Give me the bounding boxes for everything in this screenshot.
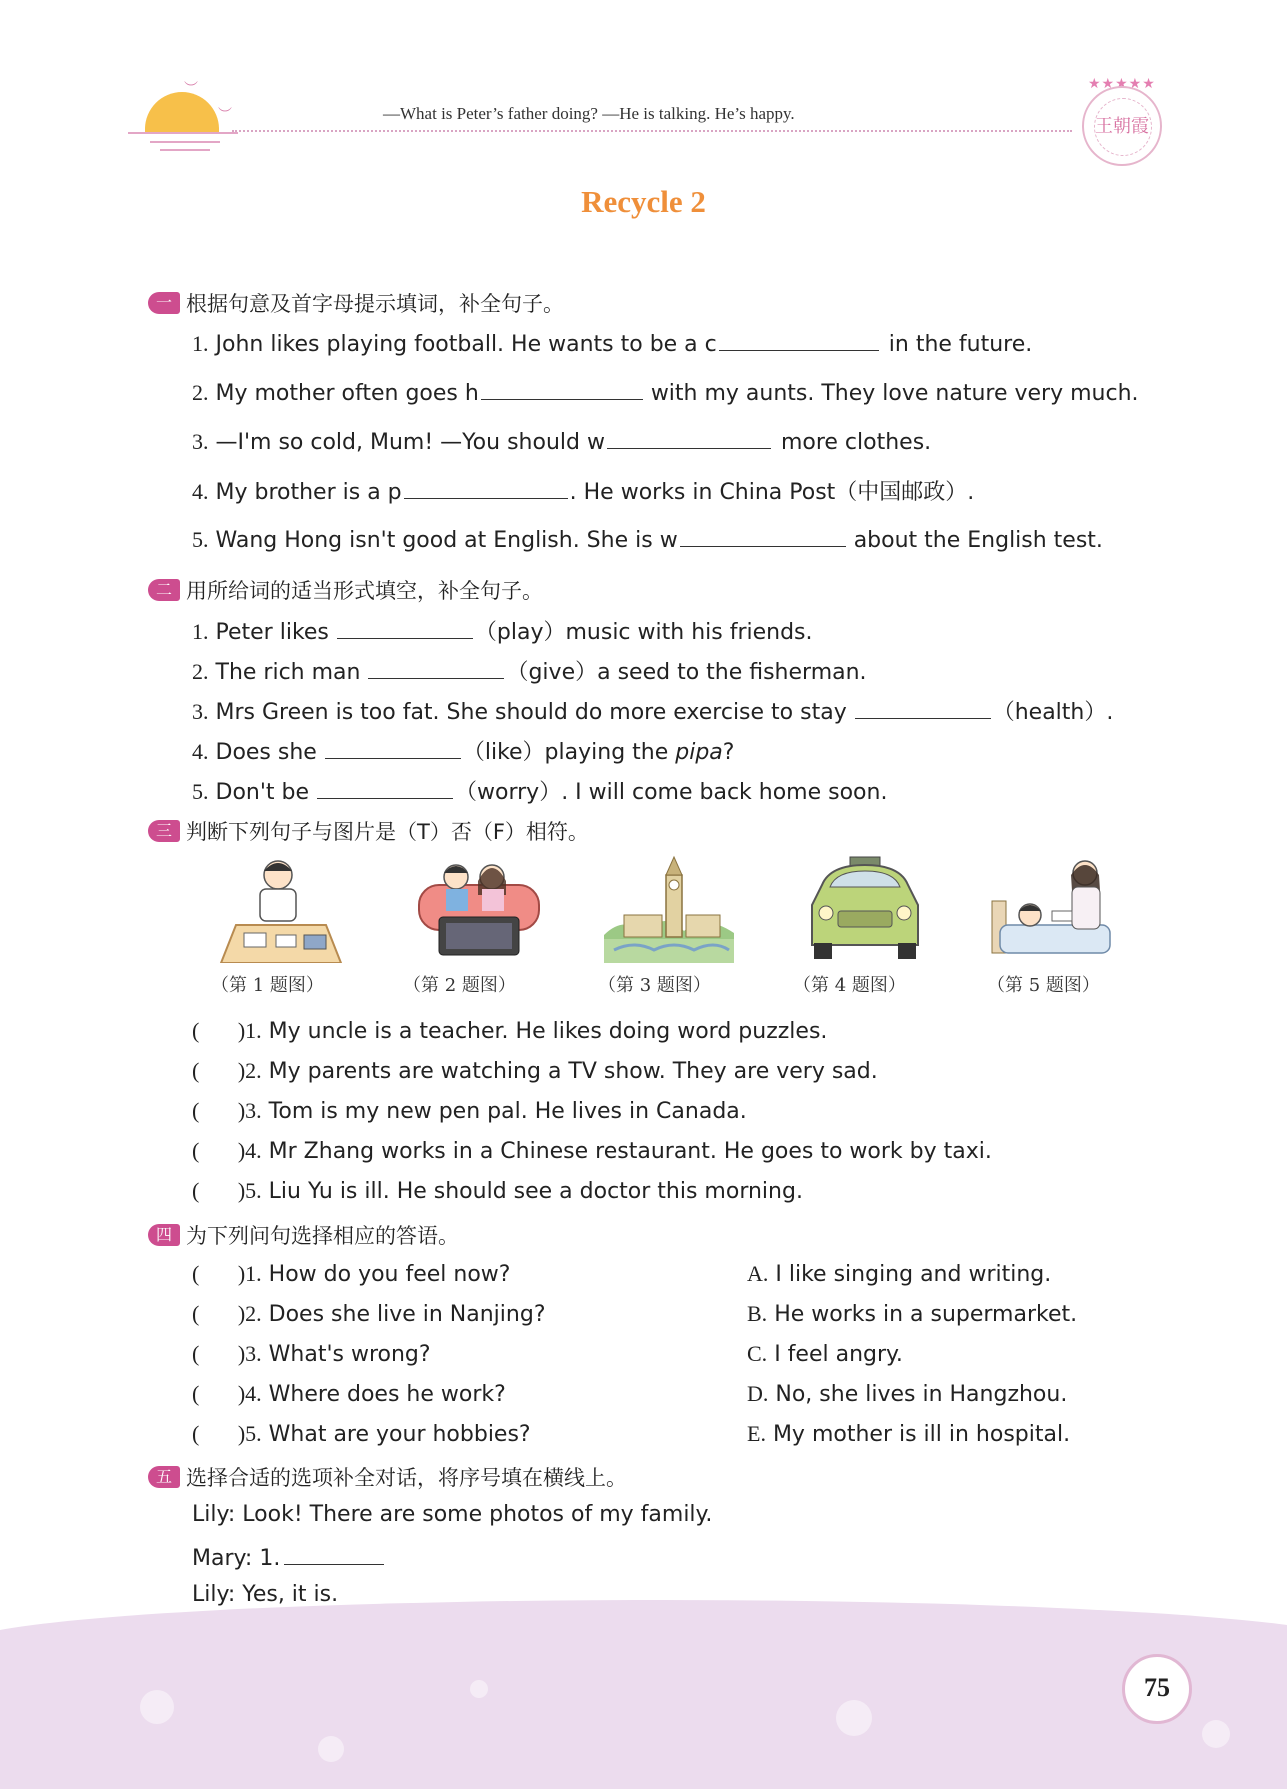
question-number: 3. (245, 1098, 262, 1123)
section-instruction: 根据句意及首字母提示填词，补全句子。 (186, 292, 564, 316)
italic-word: pipa (675, 740, 723, 765)
question-number: 1. (245, 1261, 262, 1286)
question-number: 2. (245, 1058, 262, 1083)
question-text: Where does he work? (268, 1382, 506, 1407)
bubble-decoration (140, 1690, 174, 1724)
answer-text: No, she lives in Hangzhou. (775, 1382, 1068, 1407)
page-number-badge (1122, 1654, 1192, 1724)
question-number: 4. (245, 1138, 262, 1163)
match-answer (747, 1341, 903, 1367)
picture-taxi (800, 855, 930, 963)
match-answer (747, 1261, 1051, 1287)
answer-blank[interactable] (284, 1542, 384, 1565)
stars-icon: ★★★★★ (1088, 76, 1156, 92)
question-line (192, 426, 931, 455)
picture-caption: （第 4 题图） (793, 975, 906, 996)
question-line (192, 524, 1103, 553)
question-text: Does she (215, 740, 317, 765)
question-line (192, 695, 1113, 726)
question-line (192, 735, 734, 766)
question-line (192, 475, 974, 506)
page-number: 75 (1144, 1673, 1170, 1702)
question-number: 3. (245, 1341, 262, 1366)
question-text: John likes playing football. He wants to be a c (215, 332, 717, 357)
dialogue-text: Mary: 1. (192, 1546, 281, 1571)
section-instruction: 用所给词的适当形式填空，补全句子。 (186, 579, 543, 603)
section-5-header (148, 1462, 627, 1492)
logo-text: 王朝霞 (1095, 116, 1149, 137)
bird-icon: ︶ (184, 81, 198, 97)
question-text: My brother is a p (215, 480, 402, 505)
question-number: 5. (245, 1421, 262, 1446)
question-text: How do you feel now? (268, 1262, 511, 1287)
question-number: 2. (245, 1301, 262, 1326)
picture-caption: （第 1 题图） (211, 975, 324, 996)
question-text: （worry）. I will come back home soon. (455, 780, 888, 805)
section-4-header (148, 1220, 459, 1250)
section-badge: 二 (148, 579, 180, 601)
dialogue-line (192, 1502, 712, 1527)
answer-blank[interactable] (404, 476, 568, 499)
question-text: with my aunts. They love nature very much. (650, 381, 1139, 406)
section-badge: 五 (148, 1466, 180, 1488)
question-text: . He works in China Post（中国邮政）. (569, 480, 975, 505)
match-question (192, 1381, 506, 1407)
divider (160, 149, 210, 151)
answer-blank[interactable] (680, 524, 846, 547)
question-line (192, 377, 1139, 406)
question-line (192, 775, 887, 806)
answer-blank[interactable] (719, 328, 879, 351)
answer-bracket[interactable]: ( ) (192, 1261, 246, 1286)
question-text: Tom is my new pen pal. He lives in Canada. (268, 1099, 747, 1124)
question-number: 2. (192, 380, 209, 405)
section-3-header (148, 816, 589, 846)
tf-item (192, 1138, 992, 1164)
answer-text: I feel angry. (774, 1342, 903, 1367)
question-number: 4. (245, 1381, 262, 1406)
section-instruction: 为下列问句选择相应的答语。 (186, 1224, 459, 1248)
answer-bracket[interactable]: ( ) (192, 1138, 246, 1163)
picture-boy-at-desk (216, 855, 346, 963)
divider (128, 132, 238, 134)
page-title: Recycle 2 (581, 184, 706, 219)
answer-bracket[interactable]: ( ) (192, 1058, 246, 1083)
match-question (192, 1341, 431, 1367)
tf-item (192, 1058, 878, 1084)
answer-blank[interactable] (855, 696, 991, 719)
answer-blank[interactable] (368, 656, 504, 679)
bubble-decoration (1202, 1720, 1230, 1748)
question-line (192, 655, 867, 686)
question-text: What are your hobbies? (268, 1422, 531, 1447)
answer-letter: A. (747, 1261, 769, 1286)
answer-blank[interactable] (317, 776, 453, 799)
answer-blank[interactable] (325, 736, 461, 759)
bubble-decoration (836, 1700, 872, 1736)
picture-london-big-ben (604, 855, 734, 963)
dialogue-text: Lily: Look! There are some photos of my family. (192, 1502, 713, 1527)
section-badge: 四 (148, 1224, 180, 1246)
section-2-header (148, 575, 543, 605)
question-number: 4. (192, 479, 209, 504)
answer-bracket[interactable]: ( ) (192, 1341, 246, 1366)
answer-bracket[interactable]: ( ) (192, 1301, 246, 1326)
tf-item (192, 1018, 827, 1044)
logo (1082, 86, 1162, 166)
sun-decoration (145, 92, 219, 132)
picture-caption: （第 5 题图） (987, 975, 1100, 996)
divider (150, 141, 220, 143)
tf-item (192, 1098, 747, 1124)
question-text: ? (722, 740, 735, 765)
answer-bracket[interactable]: ( ) (192, 1421, 246, 1446)
match-answer (747, 1381, 1067, 1407)
question-number: 1. (245, 1018, 262, 1043)
match-question (192, 1261, 510, 1287)
question-number: 1. (192, 619, 209, 644)
question-number: 5. (192, 779, 209, 804)
answer-bracket[interactable]: ( ) (192, 1098, 246, 1123)
tf-item (192, 1178, 803, 1204)
answer-blank[interactable] (337, 616, 473, 639)
question-number: 3. (192, 699, 209, 724)
question-text: （health）. (992, 700, 1114, 725)
dialogue-line (192, 1582, 338, 1607)
answer-text: My mother is ill in hospital. (772, 1422, 1071, 1447)
match-answer (747, 1421, 1070, 1447)
section-instruction: 判断下列句子与图片是（T）否（F）相符。 (186, 820, 589, 844)
question-text: Don't be (215, 780, 310, 805)
answer-text: I like singing and writing. (775, 1262, 1052, 1287)
picture-ill-boy (990, 855, 1120, 963)
bottom-band (0, 1640, 1287, 1789)
dialogue-text: Lily: Yes, it is. (192, 1582, 339, 1607)
question-number: 5. (192, 527, 209, 552)
question-text: more clothes. (780, 430, 932, 455)
question-text: What's wrong? (268, 1342, 431, 1367)
answer-bracket[interactable]: ( ) (192, 1018, 246, 1043)
question-number: 1. (192, 331, 209, 356)
question-number: 4. (192, 739, 209, 764)
answer-letter: C. (747, 1341, 768, 1366)
question-text: Wang Hong isn't good at English. She is w (215, 528, 678, 553)
picture-caption: （第 2 题图） (403, 975, 516, 996)
answer-blank[interactable] (607, 426, 771, 449)
answer-bracket[interactable]: ( ) (192, 1178, 246, 1203)
question-text: My mother often goes h (215, 381, 479, 406)
answer-blank[interactable] (481, 377, 643, 400)
match-question (192, 1421, 531, 1447)
answer-bracket[interactable]: ( ) (192, 1381, 246, 1406)
question-text: Mr Zhang works in a Chinese restaurant. He goes to work by taxi. (268, 1139, 992, 1164)
section-1-header (148, 288, 564, 318)
question-text: （give）a seed to the fisherman. (506, 660, 867, 685)
question-line (192, 328, 1032, 357)
question-text: Liu Yu is ill. He should see a doctor this morning. (268, 1179, 803, 1204)
question-number: 2. (192, 659, 209, 684)
question-text: Peter likes (215, 620, 329, 645)
question-text: （like）playing the (462, 740, 676, 765)
question-text: My parents are watching a TV show. They are very sad. (268, 1059, 878, 1084)
header-text: —What is Peter’s father doing? —He is talking. He’s happy. (383, 104, 795, 123)
bubble-decoration (318, 1736, 344, 1762)
question-text: My uncle is a teacher. He likes doing word puzzles. (268, 1019, 828, 1044)
section-badge: 一 (148, 292, 180, 314)
question-text: The rich man (215, 660, 361, 685)
answer-letter: B. (747, 1301, 768, 1326)
section-badge: 三 (148, 820, 180, 842)
question-line (192, 615, 813, 646)
match-question (192, 1301, 546, 1327)
question-text: in the future. (888, 332, 1033, 357)
question-text: about the English test. (853, 528, 1103, 553)
answer-letter: D. (747, 1381, 769, 1406)
picture-caption: （第 3 题图） (598, 975, 711, 996)
question-text: Does she live in Nanjing? (268, 1302, 546, 1327)
picture-couple-watching-tv (414, 855, 544, 963)
answer-text: He works in a supermarket. (774, 1302, 1078, 1327)
question-text: —I'm so cold, Mum! —You should w (215, 430, 605, 455)
question-number: 3. (192, 429, 209, 454)
question-number: 5. (245, 1178, 262, 1203)
question-text: Mrs Green is too fat. She should do more exercise to stay (215, 700, 847, 725)
bird-icon: ︶ (218, 107, 232, 123)
bubble-decoration (470, 1680, 488, 1698)
header-dotted-line (232, 130, 1072, 132)
question-text: （play）music with his friends. (474, 620, 813, 645)
match-answer (747, 1301, 1077, 1327)
section-instruction: 选择合适的选项补全对话，将序号填在横线上。 (186, 1466, 627, 1490)
answer-letter: E. (747, 1421, 766, 1446)
dialogue-line (192, 1542, 384, 1571)
